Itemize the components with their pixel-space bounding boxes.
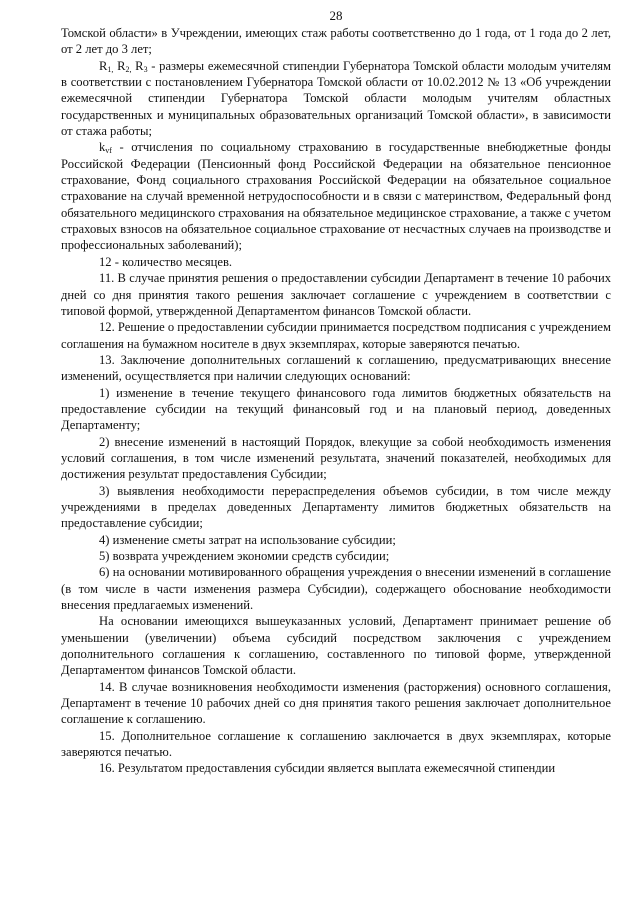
paragraph-kvf-symbol [61, 139, 611, 253]
paragraph-item-16 [61, 760, 611, 776]
paragraph-text: - размеры ежемесячной стипендии Губернатора Томской области молодым учителям в соответствии с постановлением Губернатора Томской области от 10.02.2012 № 13 «Об учреждении ежемесячной стипендии Губернатора Томской области молодым учителям областных государственных и муниципальных образовательных организаций Томской области», в зависимости от стажа работы; [61, 58, 611, 139]
paragraph-text: 4) изменение сметы затрат на использование субсидии; [99, 532, 396, 547]
paragraph-text: 14. В случае возникновения необходимости изменения (расторжения) основного соглашения, Департамент в течение 10 рабочих дней со дня принятия такого решения заключает дополнительное соглашение к соглашению. [61, 679, 611, 727]
paragraph-months [61, 254, 611, 270]
paragraph-text: 15. Дополнительное соглашение к соглашению заключается в двух экземплярах, которые заверяются печатью. [61, 728, 611, 760]
paragraph-text: 12. Решение о предоставлении субсидии принимается посредством подписания с учреждением соглашения на бумажном носителе в двух экземплярах, которые заверяются печатью. [61, 320, 611, 351]
paragraph-text: 5) возврата учреждением экономии средств субсидии; [99, 549, 390, 563]
paragraph-text: 2) внесение изменений в настоящий Порядок, влекущие за собой необходимость изменения условий соглашения, в том числе изменений результата, значений показателей, необходимых для достижения результат предоставления Субсидии; [61, 434, 611, 482]
document-page [61, 8, 611, 777]
page-number: 28 [329, 8, 343, 23]
paragraph-text: 12 - количество месяцев. [99, 254, 233, 269]
formula-symbol-kvf: $k_{vf}$ [99, 140, 112, 156]
paragraph-text: 3) выявления необходимости перераспределения объемов субсидии, в том числе между учреждениями в пределах доведенных Департаменту лимитов бюджетных обязательств на предоставление субсидии; [61, 483, 611, 531]
paragraph-continuation [61, 25, 611, 58]
paragraph-text: 16. Результатом предоставления субсидии является выплата ежемесячной стипендии [99, 761, 556, 776]
paragraph-text: 6) на основании мотивированного обращения учреждения о внесении изменений в соглашение (в том числе в части изменения размера Субсидии), содержащего обоснование необходимости внесения предлагаемых изменений. [61, 565, 611, 613]
paragraph-text: 11. В случае принятия решения о предоставлении субсидии Департамент в течение 10 рабочих дней со дня принятия такого решения заключает соглашение с учреждением в соответствии с типовой формой, утвержденной Департаментом финансов Томской области. [61, 271, 611, 318]
paragraph-text: На основании имеющихся вышеуказанных условий, Департамент принимает решение об уменьшении (увеличении) объема субсидий посредством заключения с учреждением дополнительного соглашения к соглашению, составленного по типовой форме, утвержденной Департаментом финансов Томской области. [61, 614, 611, 678]
list-item-4 [61, 532, 611, 548]
paragraph-decision [61, 613, 611, 678]
paragraph-r-symbols [61, 58, 611, 140]
list-item-2 [61, 434, 611, 483]
paragraph-text: Томской области» в Учреждении, имеющих стаж работы соответственно до 1 года, от 1 года до 2 лет, от 2 лет до 3 лет; [61, 26, 611, 57]
list-item-1 [61, 385, 611, 434]
paragraph-item-12 [61, 319, 611, 352]
paragraph-text: 13. Заключение дополнительных соглашений к соглашению, предусматривающих внесение изменений, осуществляется при наличии следующих оснований: [61, 352, 611, 384]
list-item-5 [61, 548, 611, 564]
formula-symbol-r: $R_{1,}$ $R_{2,}$ $R_3$ [99, 58, 148, 74]
paragraph-item-14 [61, 679, 611, 728]
list-item-6 [61, 564, 611, 613]
paragraph-text: 1) изменение в течение текущего финансового года лимитов бюджетных обязательств на предоставление субсидии на текущий финансовый год и на плановый период, доведенных Департаменту; [61, 385, 611, 433]
list-item-3 [61, 483, 611, 532]
paragraph-item-13 [61, 352, 611, 385]
paragraph-item-15 [61, 728, 611, 761]
paragraph-text: - отчисления по социальному страхованию в государственные внебюджетные фонды Российской Федерации (Пенсионный фонд Российской Федерации на обязательное пенсионное страхование, Фонд социального страхования Российской Федерации на обязательное социальное страхование на случай временной нетрудоспособности и в связи с материнством, Федеральный фонд обязательного медицинского страхования на обязательное медицинское страхование, а также с учетом страховых взносов на обязательное социальное страхование от несчастных случаев на производстве и профессиональных заболеваний); [61, 140, 611, 253]
paragraph-item-11 [61, 270, 611, 319]
